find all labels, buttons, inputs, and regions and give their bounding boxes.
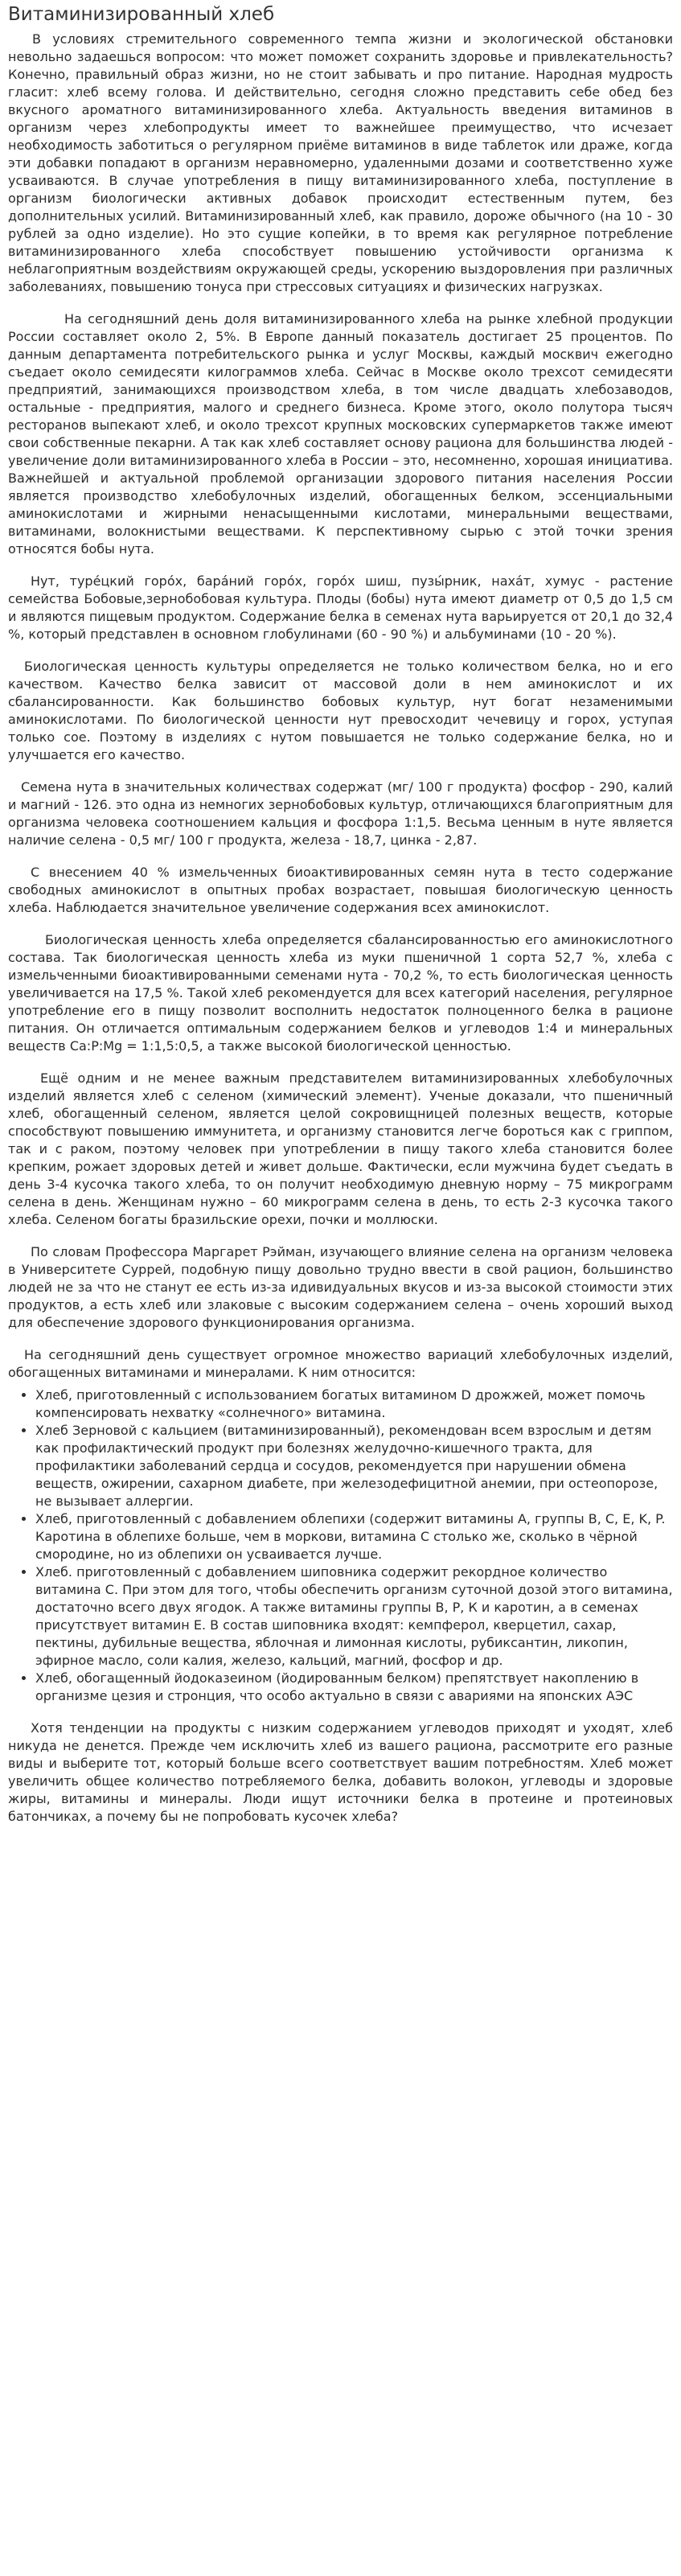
paragraph-selenium: Ещё одним и не менее важным представителем витаминизированных хлебобулочных изделий является хлеб с селеном (химический элемент). Ученые доказали, что пшеничный хлеб, обогащенный селеном, является целой сокровищницей полезных веществ, которые способствуют повышению иммунитета, и организму становится легче бороться как с гриппом, так и с раком, поэтому человек при употреблении в пищу такого хлеба становится более крепким, рожает здоровых детей и живет дольше. Фактически, если мужчина будет съедать в день 3-4 кусочка такого хлеба, то он получит необходимую дневную норму – 75 микрограмм селена в день. Женщинам нужно – 60 микрограмм селена в день, то есть 2-3 кусочка такого хлеба. Селеном богаты бразильские орехи, почки и моллюски. (8, 1070, 673, 1227)
paragraph-closing: Хотя тенденции на продукты с низким содержанием углеводов приходят и уходят, хлеб никуда не денется. Прежде чем исключить хлеб из вашего рациона, рассмотрите его разные виды и выберите тот, который больше всего соответствует вашим потребностям. Хлеб может увеличить общее количество потребляемого белка, добавить волокон, углеводы и здоровые жиры, витамины и минералы. Люди ищут источники белка в протеине и протеиновых батончиках, а почему бы не попробовать кусочек хлеба? (8, 1720, 673, 1824)
paragraph-amino-acids: С внесением 40 % измельченных биоактивированных семян нута в тесто содержание свободных аминокислот в опытных пробах возрастает, повышая биологическую ценность хлеба. Наблюдается значительное увеличение содержания всех аминокислот. (8, 865, 673, 915)
list-item: • Хлеб, обогащенный йодоказеином (йодированным белком) препятствует накоплению в организме цезия и стронция, что особо актуально в связи с авариями на японских АЭС (35, 1670, 673, 1705)
paragraph-market: На сегодняшний день доля витаминизированного хлеба на рынке хлебной продукции России составляет около 2, 5%. В Европе данный показатель достигает 25 процентов. По данным департамента потребительского рынка и услуг Москвы, каждый москвич ежегодно съедает около семидесяти килограммов хлеба. Сейчас в Москве около трехсот семидесяти предприятий, занимающихся производством хлеба, в том числе двадцать хлебозаводов, остальные - предприятия, малого и среднего бизнеса. Кроме этого, около полутора тысяч ресторанов выпекают хлеб, и около трехсот крупных московских супермаркетов также имеют свои собственные пекарни. А так как хлеб составляет основу рациона для большинства людей - увеличение доли витаминизированного хлеба в России – это, несомненно, хорошая инициатива. Важнейшей и актуальной проблемой организации здорового питания населения России является производство хлебобулочных изделий, обогащенных белком, эссенциальными аминокислотами и жирными ненасыщенными кислотами, минеральными веществами, витаминами, волокнистыми веществами. К перспективному сырью с этой точки зрения относятся бобы нута. (8, 311, 673, 557)
list-item: • Хлеб, приготовленный с добавлением облепихи (содержит витамины А, группы B, C, E, K, P. Каротина в облепихе больше, чем в моркови, витамина С столько же, сколько в чёрной смородине, но из облепихи он усваивается лучше. (35, 1510, 673, 1563)
paragraph-biological-value: Биологическая ценность культуры определяется не только количеством белка, но и его качеством. Качество белка зависит от массовой доли в нем аминокислот и их сбалансированности. Как большинство бобовых культур, нут богат незаменимыми аминокислотами. По биологической ценности нут превосходит чечевицу и горох, уступая только сое. Поэтому в изделиях с нутом повышается не только содержание белка, но и улучшается его качество. (8, 659, 673, 762)
paragraph-intro: В условиях стремительного современного темпа жизни и экологической обстановки невольно задаешься вопросом: что может поможет сохранить здоровье и привлекательность? Конечно, правильный образ жизни, но не стоит забывать и про питание. Народная мудрость гласит: хлеб всему голова. И действительно, сегодня сложно представить себе обед без вкусного ароматного витаминизированного хлеба. Актуальность введения витаминов в организм через хлебопродукты имеет то важнейшее преимущество, что исчезает необходимость заботиться о регулярном приёме витаминов в виде таблеток или драже, когда эти добавки попадают в организм неравномерно, удаленными дозами и соответственно хуже усваиваются. В случае употребления в пищу витаминизированного хлеба, поступление в организм биологически активных добавок происходит естественным путем, без дополнительных усилий. Витаминизированный хлеб, как правило, дороже обычного (на 10 - 30 рублей за одно изделие). Но это сущие копейки, в то время как регулярное потребление витаминизированного хлеба способствует повышению устойчивости организма к неблагоприятным воздействиям окружающей среды, ускорению выздоровления при различных заболеваниях, повышению тонуса при стрессовых ситуациях и физических нагрузках. (8, 31, 673, 294)
list-item: • Хлеб, приготовленный с использованием богатых витамином D дрожжей, может помочь компенсировать нехватку «солнечного» витамина. (35, 1387, 673, 1422)
paragraph-minerals: Семена нута в значительных количествах содержат (мг/ 100 г продукта) фосфор - 290, калий и магний - 126. это одна из немногих зернобобовых культур, отличающихся благоприятным для организма человека соотношением кальция и фосфора 1:1,5. Весьма ценным в нуте является наличие селена - 0,5 мг/ 100 г продукта, железа - 18,7, цинка - 2,87. (8, 779, 673, 848)
paragraph-chickpea: Нут, туре́цкий горо́х, бара́ний горо́х, горо́х шиш, пузы́рник, наха́т, хумус - растение семейства Бобовые,зернобобовая культура. Плоды (бобы) нута имеют диаметр от 0,5 до 1,5 см и являются пищевым продуктом. Содержание белка в семенах нута варьируется от 20,1 до 32,4 %, который представлен в основном глобулинами (60 - 90 %) и альбуминами (10 - 20 %). (8, 573, 673, 642)
bread-variations-list (8, 1387, 673, 1705)
paragraph-professor: По словам Профессора Маргарет Рэйман, изучающего влияние селена на организм человека в Университете Суррей, подобную пищу довольно трудно ввести в свой рацион, большинство людей не за что не станут ее есть из-за идивидуальных вкусов и из-за высокой стоимости этих продуктов, а есть хлеб или злаковые с высоким содержанием селена – очень хороший выход для обеспечение здорового функционирования организма. (8, 1244, 673, 1330)
paragraph-bread-value: Биологическая ценность хлеба определяется сбалансированностью его аминокислотного состава. Так биологическая ценность хлеба из муки пшеничной 1 сорта 52,7 %, хлеба с измельченными биоактивированными семенами нута - 70,2 %, то есть биологическая ценность увеличивается на 17,5 %. Такой хлеб рекомендуется для всех категорий населения, регулярное употребление его в пищу позволит восполнить недостаток полноценного белка в рационе питания. Он отличается оптимальным содержанием белков и углеводов 1:4 и минеральных веществ Ca:P:Mg = 1:1,5:0,5, а также высокой биологической ценностью. (8, 932, 673, 1054)
paragraph-list-intro: На сегодняшний день существует огромное множество вариаций хлебобулочных изделий, обогащенных витаминами и минералами. К ним относится: (8, 1347, 673, 1380)
article (0, 3, 681, 1826)
list-item: • Хлеб Зерновой с кальцием (витаминизированный), рекомендован всем взрослым и детям как профилактический продукт при болезнях желудочно-кишечного тракта, для профилактики заболеваний сердца и сосудов, рекомендуется при нарушении обмена веществ, ожирении, сахарном диабете, при железодефицитной анемии, при остеопорозе, не вызывает аллергии. (35, 1422, 673, 1510)
page-title: Витаминизированный хлеб (8, 4, 275, 25)
list-item: • Хлеб. приготовленный с добавлением шиповника содержит рекордное количество витамина С. При этом для того, чтобы обеспечить организм суточной дозой этого витамина, достаточно всего двух ягодок. А также витамины группы В, Р, К и каротин, а в семенах присутствует витамин Е. В состав шиповника входят: кемпферол, кверцетил, сахар, пектины, дубильные вещества, яблочная и лимонная кислоты, рубиксантин, ликопин, эфирное масло, соли калия, железо, кальций, магний, фосфор и др. (35, 1563, 673, 1670)
